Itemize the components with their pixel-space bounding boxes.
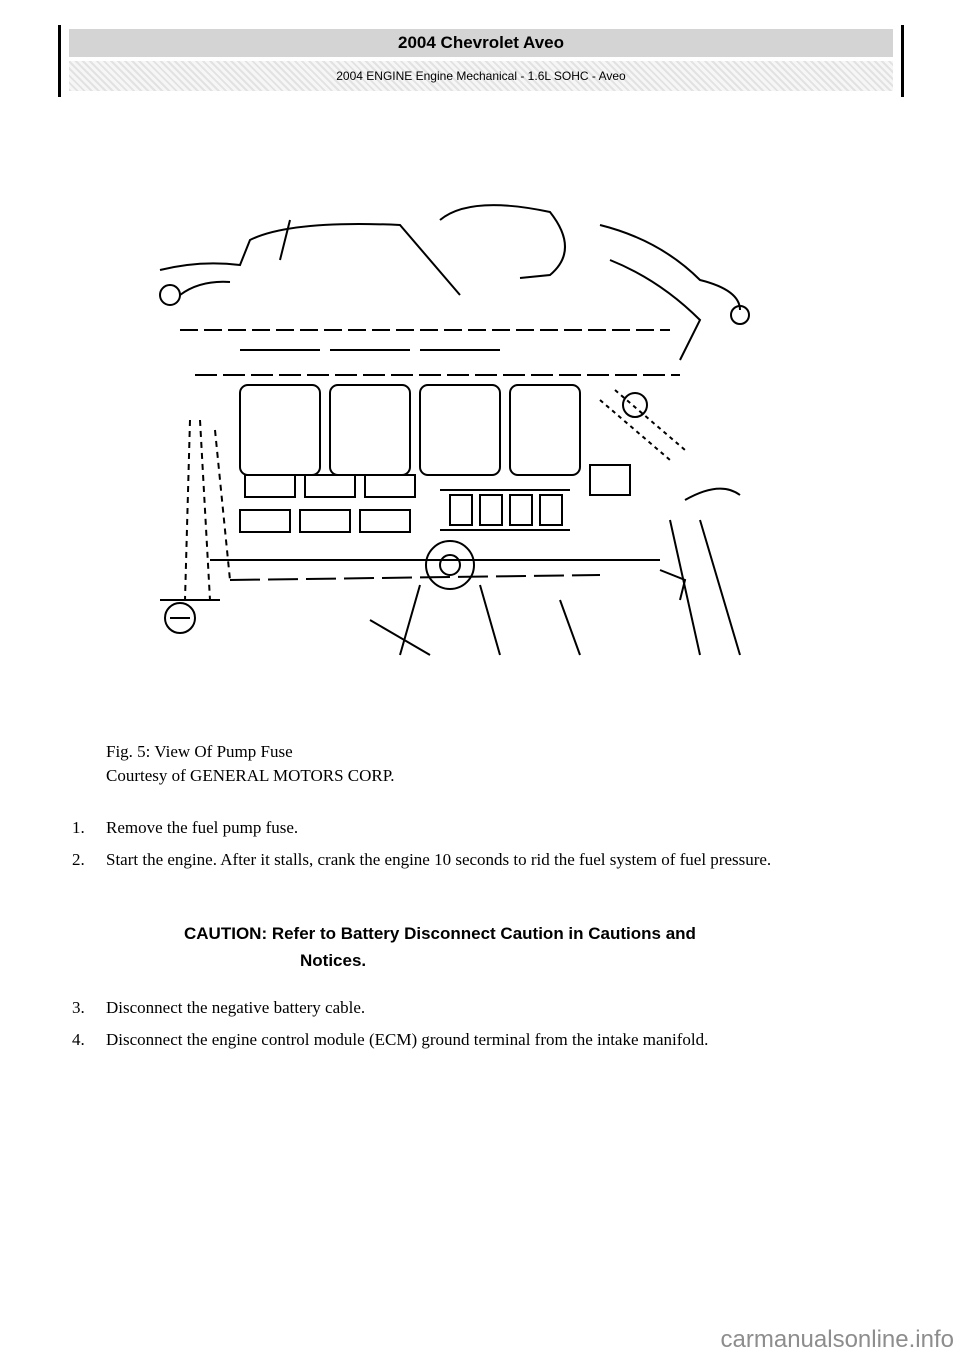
document-header	[58, 25, 904, 97]
site-watermark: carmanualsonline.info	[720, 1326, 954, 1353]
list-item	[72, 996, 872, 1020]
list-item	[72, 1028, 872, 1052]
step-number: 2.	[72, 850, 85, 869]
step-text: Start the engine. After it stalls, crank the engine 10 seconds to rid the fuel system of fuel pressure.	[106, 850, 772, 869]
step-number: 1.	[72, 818, 85, 837]
caption-title: Fig. 5: View Of Pump Fuse	[106, 742, 293, 761]
header-title: 2004 Chevrolet Aveo	[69, 29, 893, 57]
list-item	[72, 816, 872, 840]
caution-note	[184, 920, 874, 974]
caption-credit: Courtesy of GENERAL MOTORS CORP.	[106, 766, 395, 785]
caution-line: CAUTION: Refer to Battery Disconnect Caution in Cautions and	[184, 924, 696, 943]
list-item	[72, 848, 872, 872]
step-text: Remove the fuel pump fuse.	[106, 818, 299, 837]
figure-caption	[106, 740, 395, 788]
step-number: 3.	[72, 998, 85, 1017]
step-text: Disconnect the negative battery cable.	[106, 998, 366, 1017]
header-subtitle: 2004 ENGINE Engine Mechanical - 1.6L SOHC - Aveo	[69, 61, 893, 91]
step-number: 4.	[72, 1030, 85, 1049]
procedure-steps-top	[72, 816, 872, 880]
step-text: Disconnect the engine control module (ECM) ground terminal from the intake manifold.	[106, 1030, 709, 1049]
fuse-box-illustration	[140, 200, 760, 670]
caution-line: Notices.	[300, 951, 367, 970]
procedure-steps-bottom	[72, 996, 872, 1060]
